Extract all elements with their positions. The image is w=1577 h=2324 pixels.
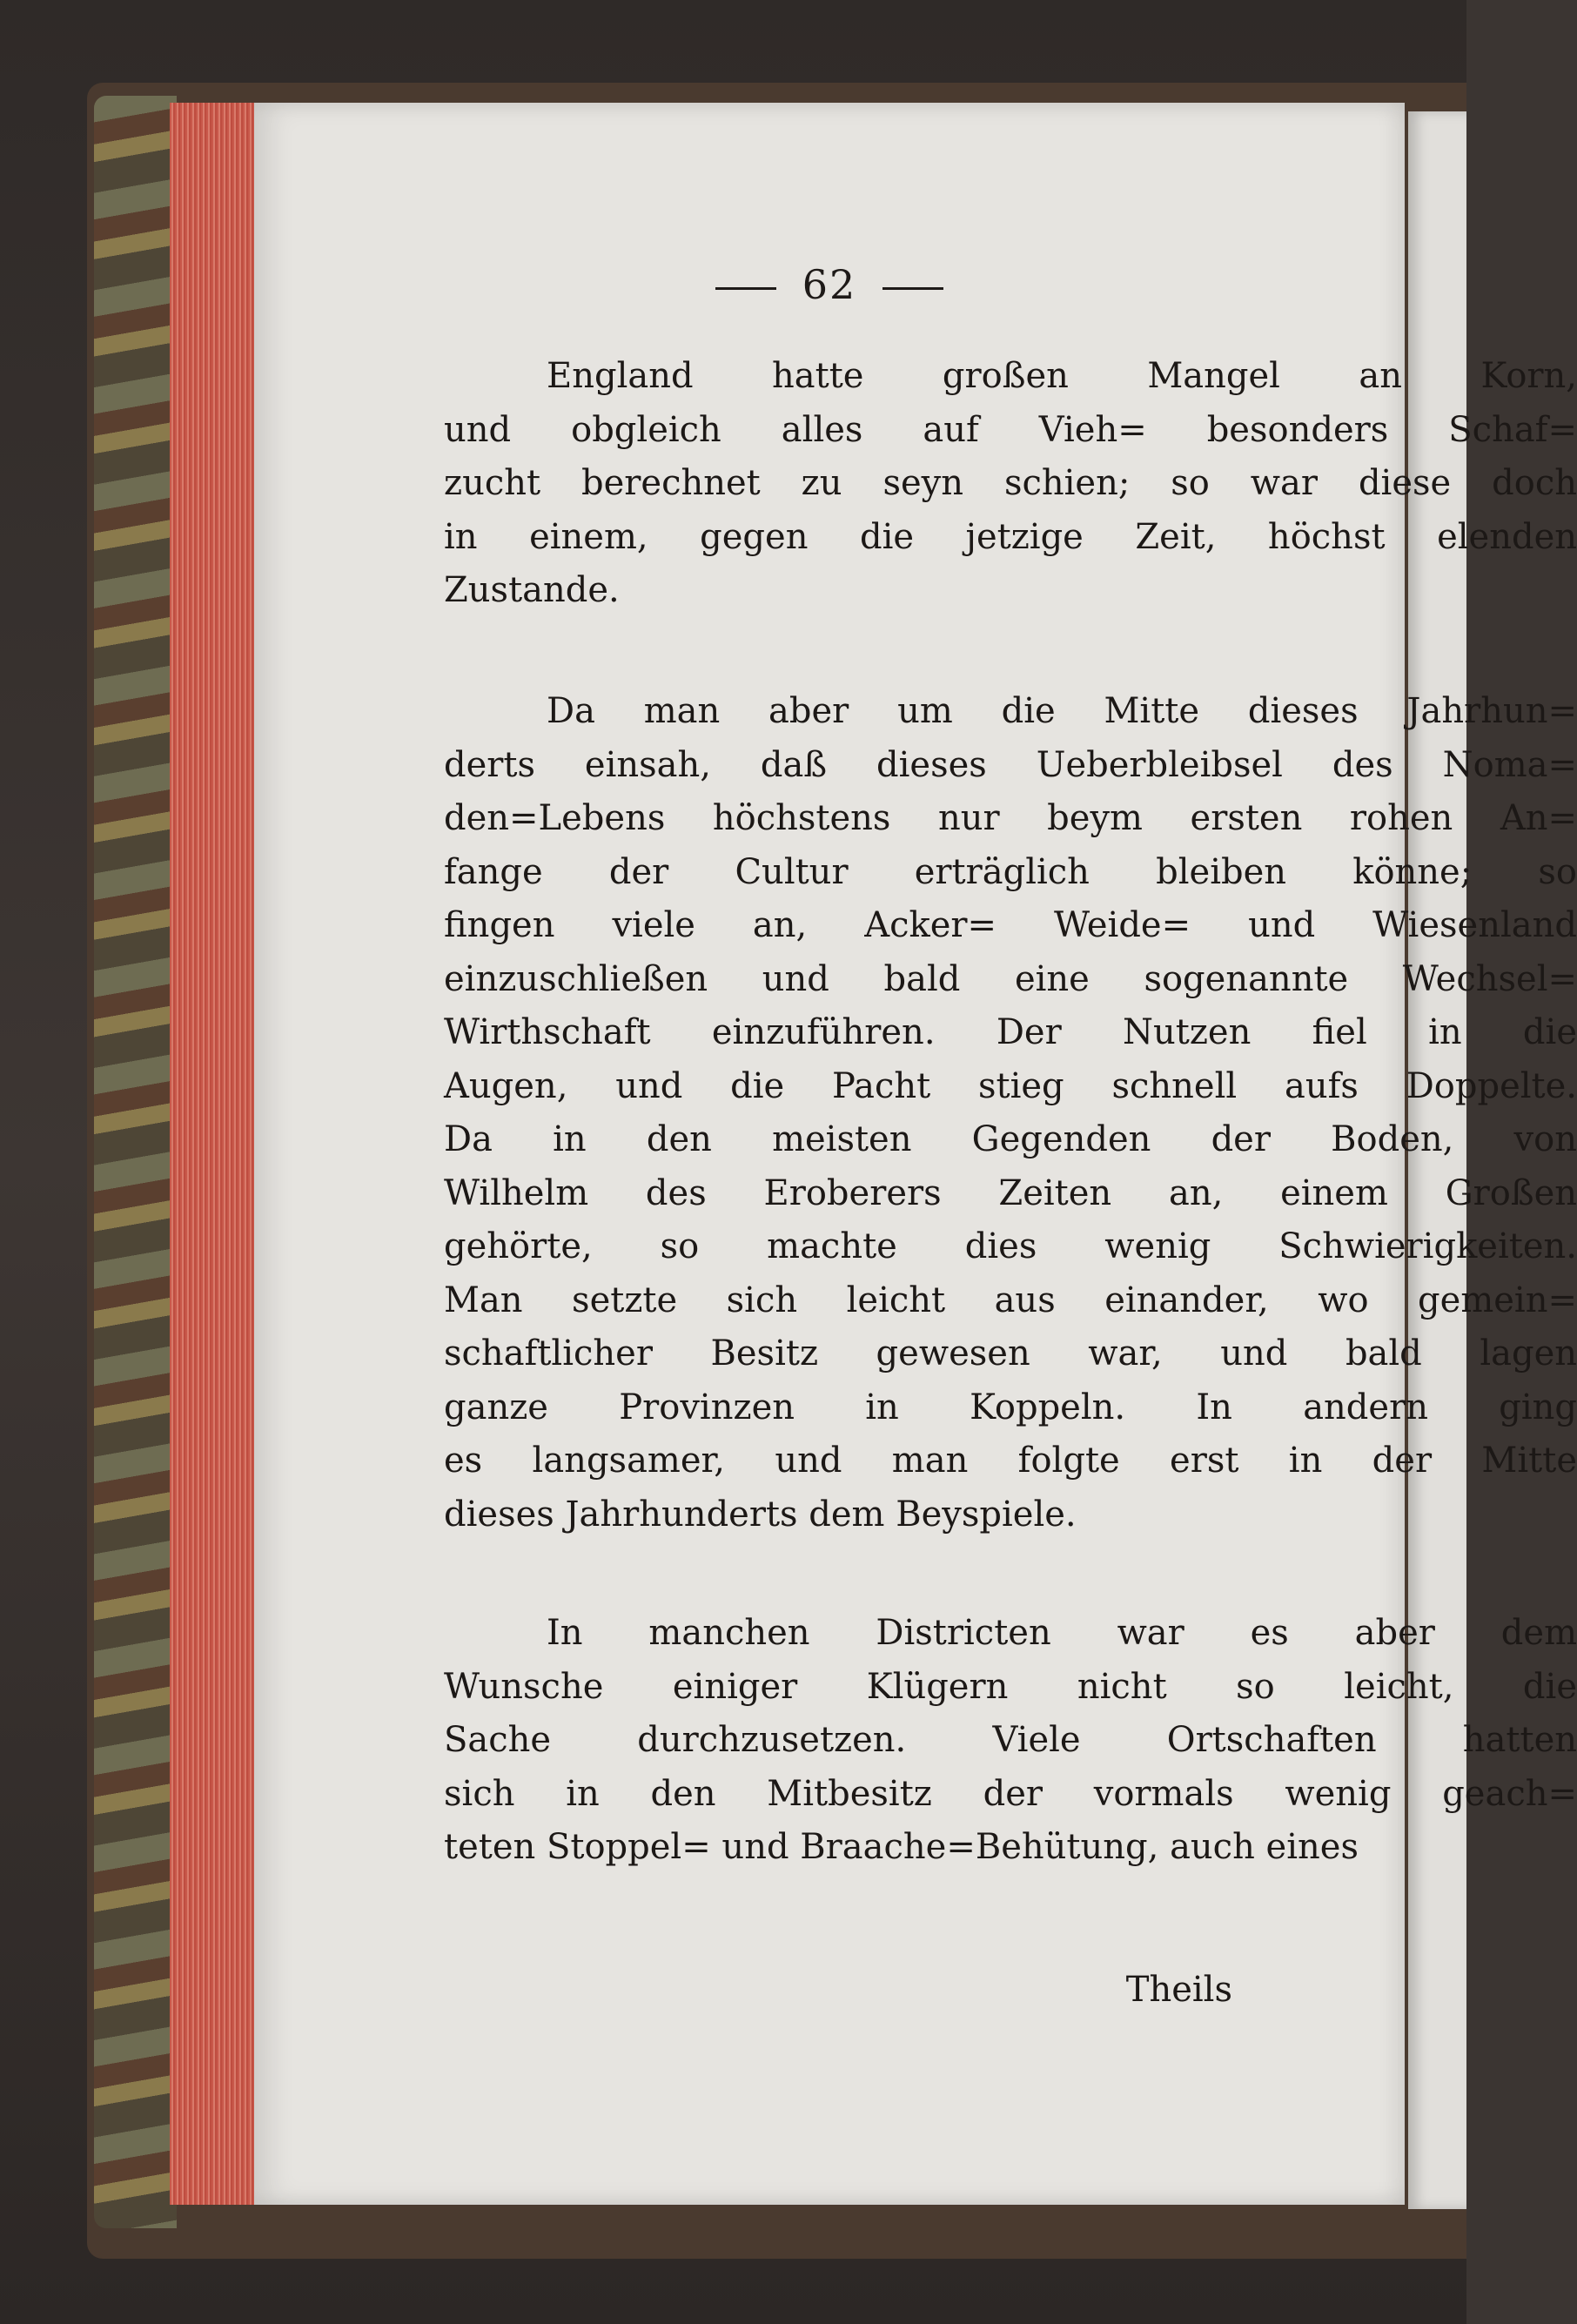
text-line: England hatte großen Mangel an Korn, xyxy=(547,356,1577,396)
paragraph-1 xyxy=(444,350,1577,618)
text-line: derts einsah, daß dieses Ueberbleibsel des Noma= xyxy=(444,744,1577,785)
header-dash-right xyxy=(882,287,943,290)
text-line: Man setzte sich leicht aus einander, wo gemein= xyxy=(444,1280,1577,1320)
text-line: Zustande. xyxy=(444,570,620,610)
text-line: ganze Provinzen in Koppeln. In andern ging xyxy=(444,1387,1577,1427)
text-line: Wilhelm des Eroberers Zeiten an, einem Großen xyxy=(444,1172,1577,1213)
text-line: zucht berechnet zu seyn schien; so war diese doch xyxy=(444,463,1577,503)
book-page xyxy=(254,103,1577,2205)
text-line: gehörte, so machte dies wenig Schwierigkeiten. xyxy=(444,1226,1577,1266)
text-line: teten Stoppel= und Braache=Behütung, auch eines xyxy=(444,1827,1359,1867)
text-line: in einem, gegen die jetzige Zeit, höchst elenden xyxy=(444,516,1577,557)
text-line: Da man aber um die Mitte dieses Jahrhun= xyxy=(547,691,1577,731)
text-line: Wirthschaft einzuführen. Der Nutzen fiel in die xyxy=(444,1012,1577,1052)
text-line: sich in den Mitbesitz der vormals wenig geach= xyxy=(444,1773,1577,1814)
text-line: einzuschließen und bald eine sogenannte Wechsel= xyxy=(444,958,1577,999)
page-header xyxy=(254,261,1405,308)
header-dash-left xyxy=(715,287,776,290)
catchword: Theils xyxy=(1125,1970,1232,2010)
text-line: den=Lebens höchstens nur beym ersten rohen An= xyxy=(444,798,1577,838)
paragraph-2 xyxy=(444,685,1577,1541)
text-line: Wunsche einiger Klügern nicht so leicht, die xyxy=(444,1666,1577,1707)
text-line: Da in den meisten Gegenden der Boden, von xyxy=(444,1119,1577,1159)
paragraph-3 xyxy=(444,1607,1577,1875)
page-number: 62 xyxy=(802,261,857,308)
text-line: Sache durchzusetzen. Viele Ortschaften hatten xyxy=(444,1720,1577,1760)
text-line: Augen, und die Pacht stieg schnell aufs Doppelte. xyxy=(444,1065,1577,1106)
text-line: fange der Cultur erträglich bleiben könne; so xyxy=(444,851,1577,892)
text-line: fingen viele an, Acker= Weide= und Wiesenland xyxy=(444,905,1577,945)
text-line: dieses Jahrhunderts dem Beyspiele. xyxy=(444,1494,1077,1535)
red-page-edges xyxy=(170,103,257,2205)
text-line: schaftlicher Besitz gewesen war, und bald lagen xyxy=(444,1333,1577,1374)
text-line: In manchen Districten war es aber dem xyxy=(547,1613,1577,1653)
text-line: es langsamer, und man folgte erst in der Mitte xyxy=(444,1441,1577,1481)
marbled-cover-edge xyxy=(94,96,177,2228)
text-line: und obgleich alles auf Vieh= besonders Schaf= xyxy=(444,409,1577,450)
